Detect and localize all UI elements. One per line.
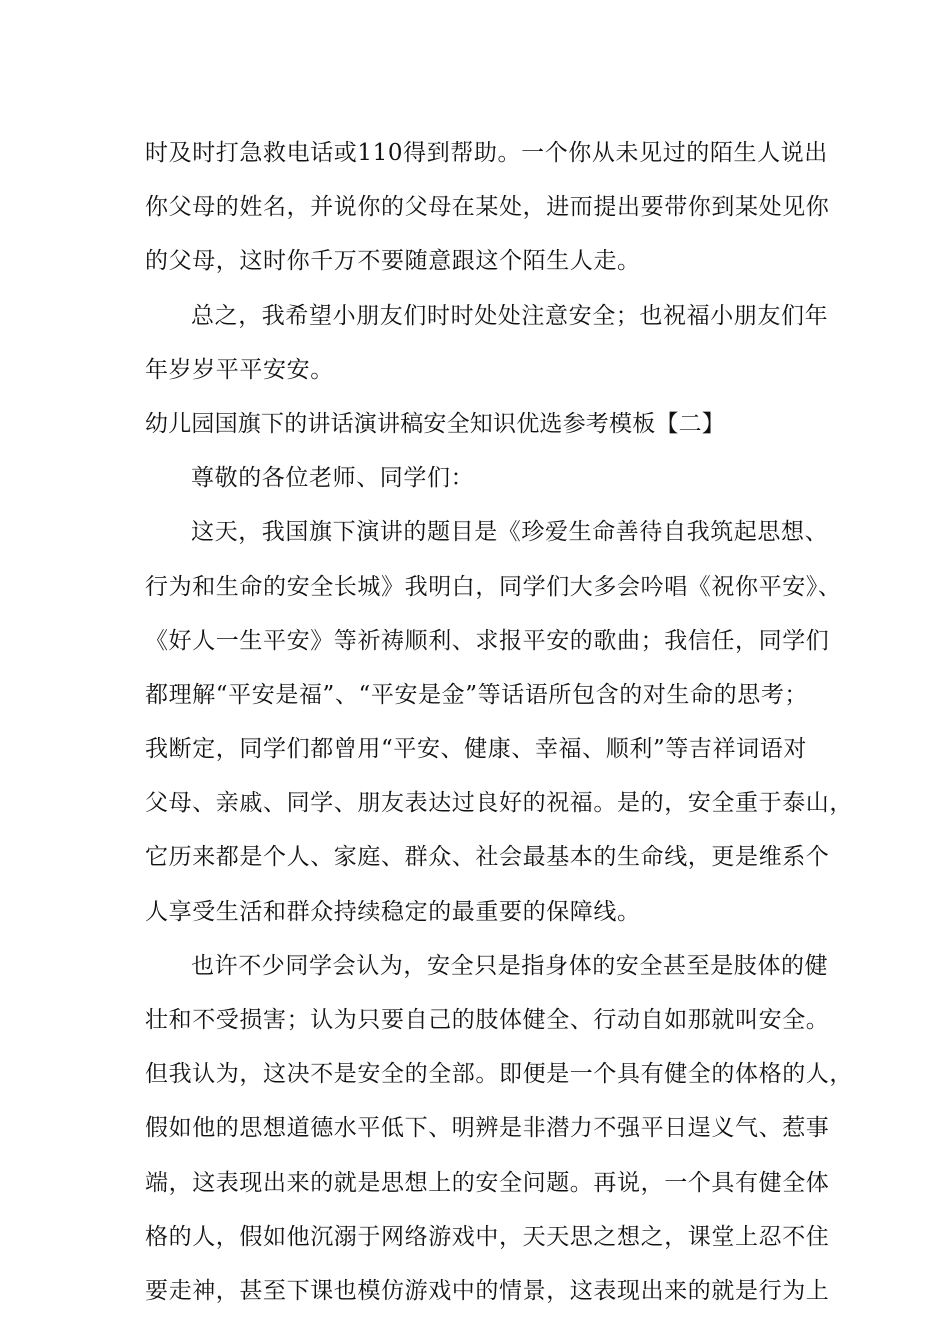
- text-line: 年岁岁平平安安。: [145, 356, 334, 383]
- text-line: 尊敬的各位老师、同学们：: [191, 465, 475, 492]
- text-line: 它历来都是个人、家庭、群众、社会最基本的生命线，更是维系个: [145, 844, 830, 871]
- text-line: 总之，我希望小朋友们时时处处注意安全；也祝福小朋友们年: [191, 302, 829, 329]
- text-line: 父母、亲戚、同学、朋友表达过良好的祝福。是的，安全重于泰山，: [145, 790, 853, 817]
- text-line: 端，这表现出来的就是思想上的安全问题。再说，一个具有健全体: [145, 1169, 830, 1196]
- text-line: 时及时打急救电话或110得到帮助。一个你从未见过的陌生人说出: [145, 140, 828, 166]
- section-heading: 幼儿园国旗下的讲话演讲稿安全知识优选参考模板【二】: [145, 410, 725, 437]
- text-line: 要走神，甚至下课也模仿游戏中的情景，这表现出来的就是行为上: [145, 1277, 830, 1304]
- text-line: 我断定，同学们都曾用“平安、健康、幸福、顺利”等吉祥词语对: [145, 736, 807, 763]
- text-line: 人享受生活和群众持续稳定的最重要的保障线。: [145, 898, 641, 925]
- text-line: 《好人一生平安》等祈祷顺利、求报平安的歌曲；我信任，同学们: [145, 627, 830, 654]
- text-line: 你父母的姓名，并说你的父母在某处，进而提出要带你到某处见你: [145, 194, 830, 221]
- text-line: 也许不少同学会认为，安全只是指身体的安全甚至是肢体的健: [191, 952, 829, 979]
- text-line: 壮和不受损害；认为只要自己的肢体健全、行动自如那就叫安全。: [145, 1007, 830, 1033]
- text-line: 但我认为，这决不是安全的全部。即便是一个具有健全的体格的人，: [145, 1061, 853, 1088]
- text-line: 格的人，假如他沉溺于网络游戏中，天天思之想之，课堂上忍不住: [145, 1223, 830, 1250]
- text-line: 行为和生命的安全长城》我明白，同学们大多会吟唱《祝你平安》、: [145, 573, 842, 600]
- text-line: 的父母，这时你千万不要随意跟这个陌生人走。: [145, 248, 641, 275]
- text-line: 假如他的思想道德水平低下、明辨是非潜力不强平日逞义气、惹事: [145, 1115, 830, 1142]
- text-line: 都理解“平安是福”、“平安是金”等话语所包含的对生命的思考；: [145, 681, 809, 708]
- document-body: [145, 126, 853, 1318]
- text-line: 这天，我国旗下演讲的题目是《珍爱生命善待自我筑起思想、: [191, 519, 829, 546]
